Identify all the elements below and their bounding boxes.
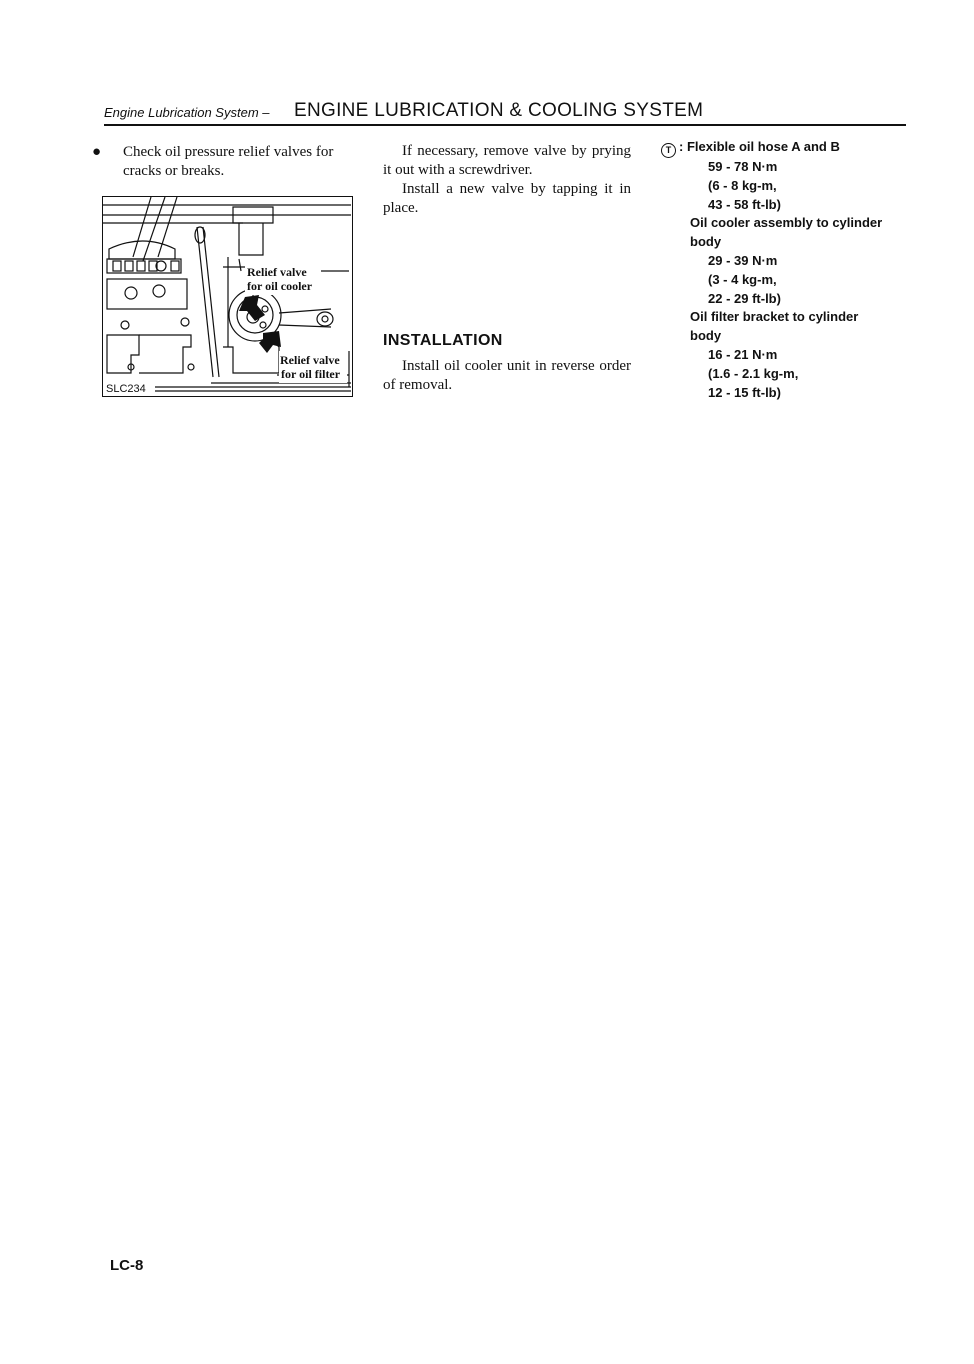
bullet-icon: ● [92,144,102,160]
relief-valve-figure [102,196,353,397]
paragraph-remove-valve: If necessary, remove valve by prying it out with a screwdriver. [383,143,631,178]
spec-value: 43 - 58 ft-lb) [708,196,781,212]
left-column [92,143,354,181]
spec-value: (1.6 - 2.1 kg-m, [708,365,799,381]
spec-label: Oil cooler assembly to cylinder [690,215,883,231]
label-for-oil-cooler: for oil cooler [247,279,313,293]
spec-value: (6 - 8 kg-m, [708,177,777,193]
spec-label: body [690,234,722,250]
spec-label: body [690,328,722,344]
label-for-oil-filter: for oil filter [281,367,341,381]
bullet-item [92,143,354,181]
spec-value: 12 - 15 ft-lb) [708,384,781,400]
page-header [104,98,906,124]
section-name: Engine Lubrication System – [104,105,270,120]
spec-value: 22 - 29 ft-lb) [708,290,781,306]
spec-value: (3 - 4 kg-m, [708,271,777,287]
paragraph-install-valve: Install a new valve by tapping it in place. [383,181,631,216]
spec-value: 59 - 78 N·m [708,159,778,174]
page-title: ENGINE LUBRICATION & COOLING SYSTEM [294,100,704,121]
installation-heading: INSTALLATION [383,332,503,349]
spec-label: : Flexible oil hose A and B [679,139,840,154]
engine-illustration [103,197,351,395]
spec-value: 29 - 39 N·m [708,252,778,268]
label-relief-valve-filter: Relief valve [280,353,340,367]
torque-icon: T [661,143,676,158]
spec-label: Oil filter bracket to cylinder [690,309,859,325]
figure-code: SLC234 [106,383,146,395]
spec-item-flexible-hose [661,138,901,158]
page-number: LC-8 [110,1257,144,1274]
label-relief-valve-cooler: Relief valve [247,265,307,279]
spec-value: 16 - 21 N·m [708,346,778,362]
torque-specs [661,138,901,402]
paragraph-installation: Install oil cooler unit in reverse order of removal. [383,358,631,393]
middle-column [383,142,631,393]
bullet-text: Check oil pressure relief valves for cracks or breaks. [123,144,334,179]
header-rule [104,124,906,126]
